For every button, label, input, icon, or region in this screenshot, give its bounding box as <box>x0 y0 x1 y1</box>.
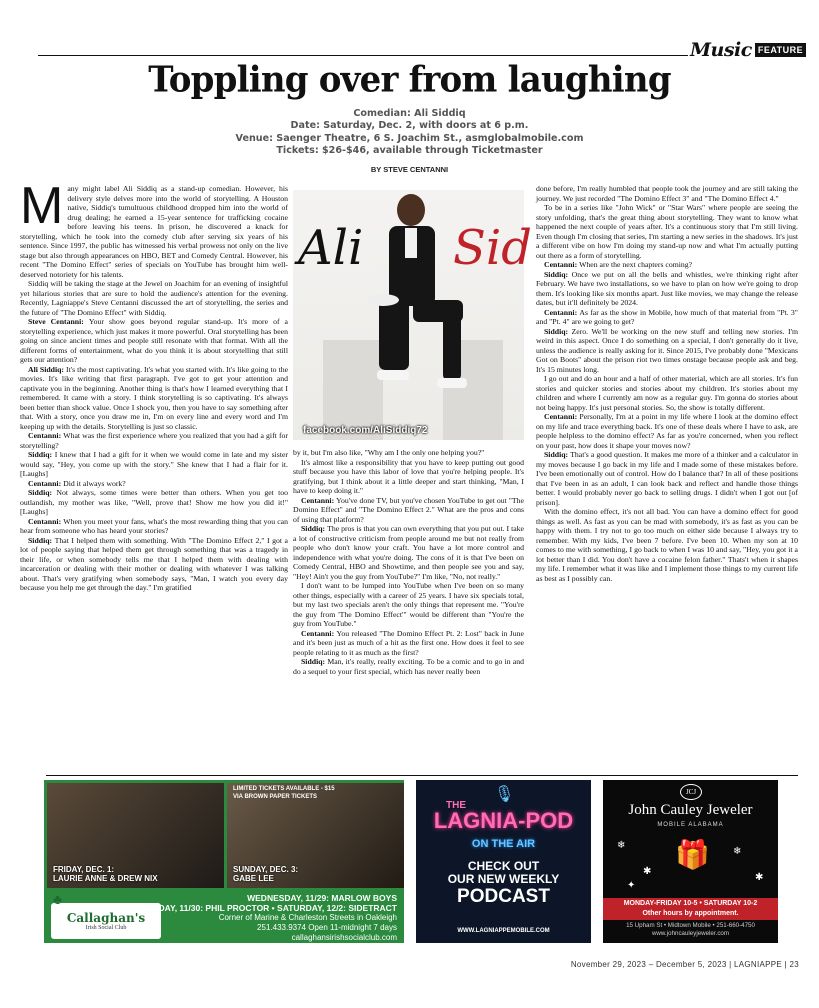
jeweler-city: MOBILE ALABAMA <box>657 822 724 828</box>
speaker-label: Siddiq: <box>544 326 572 336</box>
article-paragraph: Centanni: Personally, I'm at a point in my life where I look at the domino effect on my life and trace everything back. It's one of these deals where I have to ask, are people helpless to the domino effect? As far as you're concerned, when you reflect on your past, how does it shape your moves now? <box>536 412 798 450</box>
article-paragraph: Siddiq: Once we put on all the bells and whistles, we're thinking right after February. We have two installations, so we have to plan on how we're going to drop them. It's looking like six months apart. Just like movies, we may change the release dates, but it'll definitely be 2024. <box>536 269 798 307</box>
article-paragraph: any might label Ali Siddiq as a stand-up comedian. However, his delivery style delves more into the world of storytelling. A Houston native, Siddiq's tumultuous childhood dropped him into the world of drug dealing; he earned a 15-year sentence for trafficking cocaine before leaving his teens. In prison, he discovered a knack for storytelling, which he took into the comedy club after serving six years of his sentence. Since 1997, the public has witnessed his verbal prowess not only on the live stage but also through appearances on HBO, BET and Comedy Central. However, his recent "The Domino Effect" series of specials on YouTube has brought him well-deserved notoriety for his talents. <box>20 184 288 279</box>
article-paragraph: done before, I'm really humbled that people took the journey and are still taking the journey. We just recorded "The Domino Effect 3" and "The Domino Effect 4." <box>536 184 798 203</box>
comedian-figure <box>293 190 524 440</box>
pod-title: LAGNIA-POD <box>433 808 574 833</box>
schedule-line-1: WEDNESDAY, 11/29: MARLOW BOYS <box>247 893 397 903</box>
jeweler-ad[interactable]: JCJ John Cauley Jeweler MOBILE ALABAMA ❄ ✱ ❄ ✱ ✦ 🎁 MONDAY-FRIDAY 10-5 • SATURDAY 10-2 Other hours by appointment. 15 Upham St • Midtown Mobile • 251-660-4750 www.johncauleyjeweler.com <box>603 780 778 943</box>
section-feature-label: FEATURE <box>755 43 806 57</box>
pod-url[interactable]: WWW.LAGNIAPPEMOBILE.COM <box>457 928 550 934</box>
byline: BY STEVE CENTANNI <box>370 165 449 174</box>
pod-cta <box>416 860 591 908</box>
article-paragraph: Centanni: As far as the show in Mobile, how much of that material from "Pt. 3" and "Pt. 4" are we going to get? <box>536 307 798 326</box>
ad-divider-rule <box>46 775 798 776</box>
dropcap: M <box>20 177 64 235</box>
act2-name: GABE LEE <box>233 874 274 883</box>
photo-script-left: Ali <box>298 220 364 276</box>
article-paragraph: Centanni: When you meet your fans, what's the most rewarding thing that you can hear from someone who has heard your stories? <box>20 516 288 535</box>
headline: Toppling over from laughing <box>148 59 671 101</box>
jeweler-hours <box>603 898 778 920</box>
speaker-label: Siddiq: <box>544 269 572 279</box>
callaghans-phone-hours: 251.433.9374 Open 11-midnight 7 days <box>257 923 397 932</box>
callaghans-info <box>47 891 401 940</box>
schedule-line-2: THURSDAY, 11/30: PHIL PROCTOR • SATURDAY, 12/2: SIDETRACT <box>129 903 397 913</box>
article-paragraph: I go out and do an hour and a half of other material, which are all stories. It's fun stories and quicker stories and stories about my children. It's stories about my children and where I currently am now as a regular guy. I'm gonna do stories about not being happy. It's just personal stories. So, the show is totally different. <box>536 374 798 412</box>
article-paragraph: Siddiq will be taking the stage at the Jewel on Joachim for an evening of insightful yet hilarious stories that are sure to hold the audience's attention for the evening. Recently, Lagniappe's Steve Centanni discussed the art of storytelling, the series and the future of "The Domino Effect" with Siddiq. <box>20 279 288 317</box>
pod-on-air: ON THE AIR <box>471 838 536 850</box>
article-paragraph: Siddiq: I knew that I had a gift for it when we would come in late and my sister would say, "Hey, you come up with the story." She knew that I had a flair for it. [Laughs] <box>20 450 288 478</box>
act1-day: FRIDAY, DEC. 1: <box>53 865 115 874</box>
article-paragraph: With the domino effect, it's not all bad. You can have a domino effect for good things as well. As fast as you can be mad with somebody, it's as fast as you can be happy with them. I try not to go too much on either side because I always try to remember. With my kids, I've been 7 before. I've been 10. When my son at 10 comes to me with something, I go back to when I was 10 and say, "Hey, you got it a lot better than I did. You don't have a cocaine felon father." Thats't when it shapes my life. I remember what it was like and I implement those things to my current life as best as I possibly can. <box>536 507 798 583</box>
article-photo <box>293 190 532 440</box>
article-paragraph: Siddiq: Man, it's really, really exciting. To be a comic and to go in and do a sequel to your first special, which has never really been <box>293 657 524 676</box>
speaker-label: Siddiq: <box>28 535 55 545</box>
article-paragraph: Centanni: You released "The Domino Effect Pt. 2: Lost" back in June and it's been just as much of a hit as the first one. How does it feel to see people relating to it as much as the first? <box>293 628 524 657</box>
speaker-label: Centanni: <box>28 516 64 526</box>
speaker-label: Centanni: <box>544 412 580 421</box>
article-column-1 <box>20 177 289 772</box>
act2-day: SUNDAY, DEC. 3: <box>233 865 299 874</box>
article-paragraph: Siddiq: That I helped them with something. With "The Domino Effect 2," I got a lot of people saying that helped them get through something that was a tragedy in their life, or when somebody tells me that I helped them with dealing with incarceration or dealing with their mother or dealing with whatever I was talking about. That's very gratifying when somebody says, "Man, I watch you every day because you help me get through the day." I'm gratified <box>20 535 288 592</box>
lagniapod-ad[interactable] <box>416 780 591 943</box>
article-paragraph: Siddiq: Zero. We'll be working on the new stuff and telling new stories. I'm weird in this aspect. Once I do something on a special, I don't generally do it live, unless the audience is really asking for it. Since 2015, I've probably done "Mexicans Got on Boots" about the prison riot two times onstage because people ask and beg. It's 15 minutes long. <box>536 326 798 374</box>
article-paragraph: Centanni: When are the next chapters coming? <box>544 260 693 269</box>
photo-script-right: Sid <box>453 220 532 276</box>
logo-name: Callaghan's <box>66 911 146 925</box>
header-rule <box>38 55 688 56</box>
event-comedian: Comedian: Ali Siddiq <box>353 108 466 119</box>
callaghans-website[interactable]: callaghansirishsocialclub.com <box>291 933 397 942</box>
jeweler-name: John Cauley Jeweler <box>628 802 753 818</box>
event-tickets: Tickets: $26-$46, available through Ticketmaster <box>276 144 543 156</box>
speaker-label: Siddiq: <box>301 524 328 533</box>
jcj-badge: JCJ <box>680 784 702 800</box>
callaghans-tickets <box>233 785 335 801</box>
article-paragraph: by it, but I'm also like, "Why am I the only one helping you?" <box>293 448 485 457</box>
article-paragraph: Centanni: Did it always work? <box>28 478 126 488</box>
jeweler-website[interactable]: www.johncauleyjeweler.com <box>651 930 730 937</box>
page-footer: November 29, 2023 – December 5, 2023 | LAGNIAPPE | 23 <box>570 960 799 969</box>
microphone-icon: 🎙 <box>494 786 515 803</box>
speaker-label: Siddiq: <box>301 657 328 666</box>
article-paragraph: It's almost like a responsibility that you have to keep putting out good stuff because you have this labor of love that you're helping people. It's gratifying, but I think about it a little deeper and start thinking, "Man, I have to keep doing it." <box>293 457 524 495</box>
article-paragraph: Siddiq: The pros is that you can own everything that you put out. I take a lot of constructive criticism from people around me but not really from people who don't know your craft. You have a lot more control and independence with what you're doing. The cons of it is that I've been on Comedy Central, HBO and Showtime, and then people see you and say, "Hey! Ain't you the guy from YouTube?" I'm like, "No, not really." <box>293 524 524 581</box>
article-paragraph: Siddiq: Not always, some times were better than others. When you get too outlandish, my mother was like, "Well, prove that! Show me how you did it!" [Laughs] <box>20 488 288 516</box>
article-paragraph: Centanni: You've done TV, but you've chosen YouTube to get out "The Domino Effect" and "The Domino Effect 2." What are the pros and cons of using that platform? <box>293 495 524 524</box>
speaker-label: Siddiq: <box>28 488 57 497</box>
gift-icon: 🎁 <box>675 840 710 871</box>
logo-sub: Irish Social Club <box>85 925 127 931</box>
speaker-label: Centanni: <box>544 307 580 317</box>
event-venue: Venue: Saenger Theatre, 6 S. Joachim St., asmglobalmobile.com <box>235 132 584 144</box>
tickets-price: LIMITED TICKETS AVAILABLE - $15 <box>233 786 335 792</box>
callaghans-ad[interactable] <box>44 780 404 943</box>
hours-line-1: MONDAY-FRIDAY 10-5 • SATURDAY 10-2 <box>623 900 758 907</box>
speaker-label: Steve Centanni: <box>28 317 89 326</box>
speaker-label: Siddiq: <box>544 450 571 459</box>
article-column-2 <box>293 448 524 772</box>
act2-caption <box>233 865 298 883</box>
article-column-3 <box>536 184 798 772</box>
speaker-label: Centanni: <box>544 260 580 269</box>
section-name: Music <box>690 39 752 61</box>
callaghans-address: Corner of Marine & Charleston Streets in Oakleigh <box>218 913 397 922</box>
section-tag <box>690 40 806 60</box>
speaker-label: Siddiq: <box>28 450 55 459</box>
hours-line-2: Other hours by appointment. <box>642 910 739 917</box>
event-date: Date: Saturday, Dec. 2, with doors at 6 p.m. <box>290 120 529 132</box>
act1-name: LAURIE ANNE & DREW NIX <box>53 874 158 883</box>
tickets-vendor: VIA BROWN PAPER TICKETS <box>233 794 318 800</box>
shamrock-icon: ♣ <box>53 893 63 908</box>
speaker-label: Centanni: <box>28 431 64 440</box>
article-paragraph: Ali Siddiq: It's the most captivating. It's what you started with. It's like going to the movies. It's like writing that first paragraph. I've got to get your attention and captivate you in the beginning. Another thing is that's how I learned everything that I remembered. It came with a story. I think storytelling is so captivating. It's always been better than shock value. Once I shock you, then you have to say something after that. With a story, once you draw me in, I'm on every line and every word and I'm keeping up with the details. Storytelling is just so classic. <box>20 364 289 431</box>
article-paragraph: I don't want to be lumped into YouTube when I've been on so many other things, especially with a career of 25 years. I have six specials total, but my last two specials aren't the only things that represent me. "You're the guy from 'The Domino Effect'" would be different than "You're the guy from YouTube." <box>293 581 524 628</box>
pod-pre: THE <box>446 800 466 811</box>
jeweler-contact <box>603 922 778 938</box>
cta-line-3: PODCAST <box>457 886 550 907</box>
cta-line-1: CHECK OUT <box>467 859 540 873</box>
article-paragraph: Centanni: What was the first experience where you realized that you had a gift for storytelling? <box>20 431 288 450</box>
article-paragraph: Siddiq: That's a good question. It makes me more of a thinker and a calculator in my moves because I go back in my life and I made some of these mistakes before. I've been emotionally out of control. How do I balance that? In all of these positions that I've been in as an adult, I can look back and reflect and handle those things better. I would probably never go back to selling drugs. I didn't when I got out [of prison]. <box>536 450 798 507</box>
speaker-label: Centanni: <box>301 495 337 505</box>
speaker-label: Ali Siddiq: <box>28 364 67 374</box>
event-info <box>0 108 819 157</box>
article-paragraph: To be in a series like "John Wick" or "Star Wars" where people are seeing the story unfolding, that's the great thing about storytelling. They want to know what happened the next couple of years after. It's a continuous story that I'm still living. Even though I'm closing that series, I'm starting a new series in the shadows. It's just a different vibe on how I'm doing my stand-up now and what I'm actually putting out there as a form of storytelling. <box>536 203 798 260</box>
callaghans-schedule <box>129 893 397 943</box>
cta-line-2: OUR NEW WEEKLY <box>447 872 560 886</box>
speaker-label: Centanni: <box>28 478 64 488</box>
jeweler-address: 15 Upham St • Midtown Mobile • 251-660-4750 <box>626 922 755 929</box>
act1-caption <box>53 865 158 883</box>
photo-watermark: facebook.com/AliSiddiq72 <box>303 425 428 436</box>
speaker-label: Centanni: <box>301 628 337 638</box>
article-paragraph: Steve Centanni: Your show goes beyond regular stand-up. It's more of a storytelling experience, which just makes it more powerful. Oral storytelling has been going on since ancient times and people still resonate with that format. With all the different forms of entertainment, what do you think it is about storytelling that still gets our attention? <box>20 317 288 364</box>
